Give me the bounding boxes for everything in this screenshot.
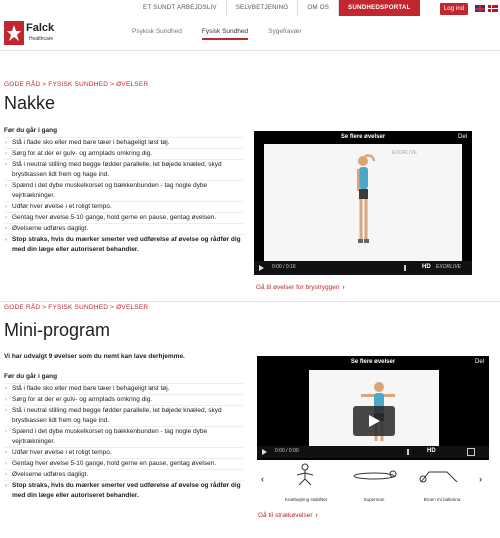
player-controls: [254, 261, 472, 275]
chevron-left-icon[interactable]: ‹: [261, 474, 264, 484]
tab-sygefravaer[interactable]: Sygefravær: [268, 28, 302, 35]
top-links: [134, 0, 420, 16]
watermark: EXORLIVE: [392, 150, 418, 156]
thumb-label: Knæbøjning stabilitet: [284, 497, 328, 502]
page-title-mini-program: Mini-program: [4, 320, 111, 340]
video-time: 0:00 / 0:00: [275, 448, 299, 454]
play-icon[interactable]: [262, 449, 267, 455]
play-icon[interactable]: [259, 265, 264, 271]
player-title[interactable]: Se flere øvelser: [350, 359, 396, 365]
volume-icon[interactable]: [407, 449, 417, 455]
warning-item: › Stop straks, hvis du mærker smerter ved udførelse af øvelse og rådfør dig med din læge eller autoriseret behandler.: [4, 234, 244, 255]
list-item: › Øvelserne udføres dagligt.: [4, 469, 244, 480]
top-navigation: [0, 0, 500, 18]
list-item: › Stå i neutral stilling med begge fødder parallelle, let bøjede knæled, skyd brystkassen lidt frem og hage ind.: [4, 405, 244, 426]
nav-link-et-sundt-arbejdsliv[interactable]: ET SUNDT ARBEJDSLIV: [134, 0, 227, 16]
playlist-thumb[interactable]: [273, 460, 339, 504]
instructions-list: [4, 127, 244, 255]
hd-toggle[interactable]: HD: [427, 448, 436, 454]
list-item: › Spænd i det dybe muskelkorset og bækkenbunden - tag nogle dybe vejrtrækninger.: [4, 180, 244, 201]
share-button[interactable]: Del: [457, 134, 467, 140]
tab-psykisk-sundhed[interactable]: Psykisk Sundhed: [132, 28, 182, 35]
link-label: Gå til øvelser for brystryggen: [256, 284, 340, 291]
intro-text: Vi har udvalgt 9 øvelser som du nemt kan lave derhjemme.: [4, 353, 185, 360]
header-divider: [0, 50, 500, 51]
list-item: › Stå i flade sko eller med bare tæer i behageligt løst tøj.: [4, 383, 244, 394]
bridge-figure-icon: [417, 466, 467, 484]
share-button[interactable]: Del: [474, 359, 484, 365]
uk-flag-icon[interactable]: [475, 5, 485, 12]
player-controls: [257, 446, 489, 458]
breadcrumb[interactable]: GODE RÅD > FYSISK SUNDHED > ØVELSER: [4, 304, 149, 311]
list-item: › Stå i neutral stilling med begge fødder parallelle, let bøjede knæled, skyd brystkassen lidt frem og hage ind.: [4, 159, 244, 180]
superman-figure-icon: [349, 468, 399, 482]
exorlive-brand[interactable]: EXORLIVE: [436, 264, 462, 270]
thumb-label: Broen m/ ballerina: [423, 497, 461, 502]
list-item: › Udfør hver øvelse i et roligt tempo.: [4, 201, 244, 212]
falck-logo[interactable]: [4, 20, 64, 50]
tab-fysisk-sundhed[interactable]: Fysisk Sundhed: [202, 28, 248, 40]
falck-star-icon: [4, 21, 24, 45]
danish-flag-icon[interactable]: [488, 5, 498, 12]
section-divider: [0, 301, 500, 302]
squat-figure-icon: [293, 463, 317, 491]
sub-navigation: [132, 28, 322, 40]
list-title: Før du går i gang: [4, 373, 58, 380]
list-item: › Sørg for at der er gulv- og armplads omkring dig.: [4, 394, 244, 405]
playlist-strip: [257, 460, 489, 508]
nav-link-om-os[interactable]: OM OS: [298, 0, 339, 16]
fullscreen-icon[interactable]: [467, 448, 475, 456]
list-item: › Udfør hver øvelse i et roligt tempo.: [4, 447, 244, 458]
playlist-thumb[interactable]: [409, 460, 475, 504]
video-stage[interactable]: [309, 370, 439, 446]
list-item: › Gentag hver øvelse 5-10 gange, hold gerne en pause, gentag øvelsen.: [4, 458, 244, 469]
hd-toggle[interactable]: HD: [422, 264, 431, 270]
playlist-thumb[interactable]: [341, 460, 407, 504]
logo-wordmark: Falck: [26, 22, 55, 34]
list-item: › Sørg for at der er gulv- og armplads omkring dig.: [4, 148, 244, 159]
volume-icon[interactable]: [404, 265, 414, 271]
nav-link-sundhedsportal[interactable]: SUNDHEDSPORTAL: [339, 0, 420, 16]
player-title[interactable]: Se flere øvelser: [340, 134, 386, 140]
login-button[interactable]: Log ind: [440, 3, 468, 15]
video-player-playlist[interactable]: [257, 356, 489, 508]
list-item: › Øvelserne udføres dagligt.: [4, 223, 244, 234]
chevron-right-icon: ›: [315, 512, 318, 519]
big-play-button[interactable]: [353, 406, 395, 436]
logo-subtitle: Healthcare: [29, 36, 54, 42]
video-player[interactable]: [254, 131, 472, 275]
link-label: Gå til strækøvelser: [258, 512, 313, 519]
video-stage[interactable]: [264, 144, 462, 262]
page-title-nakke: Nakke: [4, 93, 56, 113]
list-item: › Spænd i det dybe muskelkorset og bækkenbunden - tag nogle dybe vejrtrækninger.: [4, 426, 244, 447]
list-title: Før du går i gang: [4, 127, 58, 134]
chevron-right-icon[interactable]: ›: [479, 474, 482, 484]
warning-item: › Stop straks, hvis du mærker smerter ved udførelse af øvelse og rådfør dig med din læge eller autoriseret behandler.: [4, 480, 244, 501]
nav-link-selvbetjening[interactable]: SELVBETJENING: [227, 0, 299, 16]
chevron-right-icon: ›: [342, 284, 345, 291]
link-straekoevelser[interactable]: [258, 512, 318, 519]
video-time: 0:00 / 0:16: [272, 264, 296, 270]
list-item: › Gentag hver øvelse 5-10 gange, hold gerne en pause, gentag øvelsen.: [4, 212, 244, 223]
link-brystryggen[interactable]: [256, 284, 345, 291]
exercise-figure-illustration: [350, 152, 380, 256]
list-item: › Stå i flade sko eller med bare tæer i behageligt løst tøj.: [4, 137, 244, 148]
instructions-list: [4, 373, 244, 501]
breadcrumb[interactable]: GODE RÅD > FYSISK SUNDHED > ØVELSER: [4, 81, 149, 88]
thumb-label: Superman: [363, 497, 385, 502]
